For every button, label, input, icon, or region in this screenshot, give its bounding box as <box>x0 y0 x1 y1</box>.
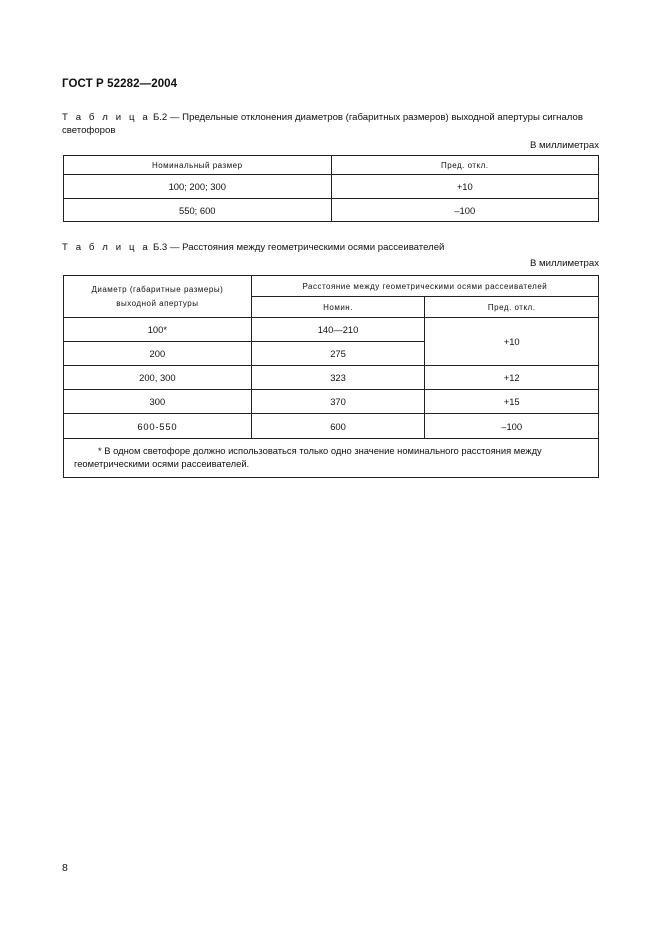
table-cell: +10 <box>331 175 598 199</box>
table-b3-units: В миллиметрах <box>529 258 599 269</box>
table-row <box>64 414 599 439</box>
table-cell: +15 <box>425 390 599 414</box>
table-row <box>64 366 599 390</box>
table-b3-footnote <box>64 439 599 478</box>
table-b3-header-tolerance: Пред. откл. <box>425 297 599 318</box>
table-cell: 600-550 <box>64 414 252 439</box>
table-cell: +12 <box>425 366 599 390</box>
table-b2-header-tolerance: Пред. откл. <box>331 156 598 175</box>
table-b2-caption <box>62 111 598 137</box>
table-b3-header-distance: Расстояние между геометрическими осями рассеивателей <box>251 276 598 297</box>
table-b3-caption-text: Б.3 — Расстояния между геометрическими осями рассеивателей <box>150 242 445 253</box>
table-cell: 140—210 <box>251 318 425 342</box>
table-b3-caption-label: Т а б л и ц а <box>62 242 151 253</box>
table-b2 <box>63 155 599 222</box>
table-row <box>64 199 599 222</box>
footnote-text: * В одном светофоре должно использоваться только одно значение номинального расстояния между геометрическими осями рассеивателей. <box>74 445 542 469</box>
document-header: ГОСТ Р 52282—2004 <box>62 78 178 90</box>
table-b2-caption-label: Т а б л и ц а <box>62 112 151 123</box>
page-number: 8 <box>62 862 68 874</box>
table-cell: 200 <box>64 342 252 366</box>
table-cell: 300 <box>64 390 252 414</box>
table-b2-units: В миллиметрах <box>529 140 599 151</box>
table-cell: 370 <box>251 390 425 414</box>
table-cell: –100 <box>425 414 599 439</box>
table-b2-caption-text: Б.2 — Предельные отклонения диаметров (габаритных размеров) выходной апертуры сигналов светофоров <box>62 112 583 136</box>
table-row <box>64 390 599 414</box>
table-b3 <box>63 275 599 478</box>
table-b3-caption <box>62 241 598 254</box>
table-b3-header-nominal: Номин. <box>251 297 425 318</box>
table-cell: –100 <box>331 199 598 222</box>
table-row <box>64 318 599 342</box>
table-cell: +10 <box>425 318 599 366</box>
table-cell: 275 <box>251 342 425 366</box>
table-cell: 100; 200; 300 <box>64 175 332 199</box>
table-b2-header-nominal: Номинальный размер <box>64 156 332 175</box>
table-cell: 323 <box>251 366 425 390</box>
table-cell: 550; 600 <box>64 199 332 222</box>
table-cell: 600 <box>251 414 425 439</box>
table-cell: 200, 300 <box>64 366 252 390</box>
table-cell: 100* <box>64 318 252 342</box>
table-row <box>64 175 599 199</box>
table-b3-header-diameter: Диаметр (габаритные размеры) выходной апертуры <box>64 276 252 318</box>
